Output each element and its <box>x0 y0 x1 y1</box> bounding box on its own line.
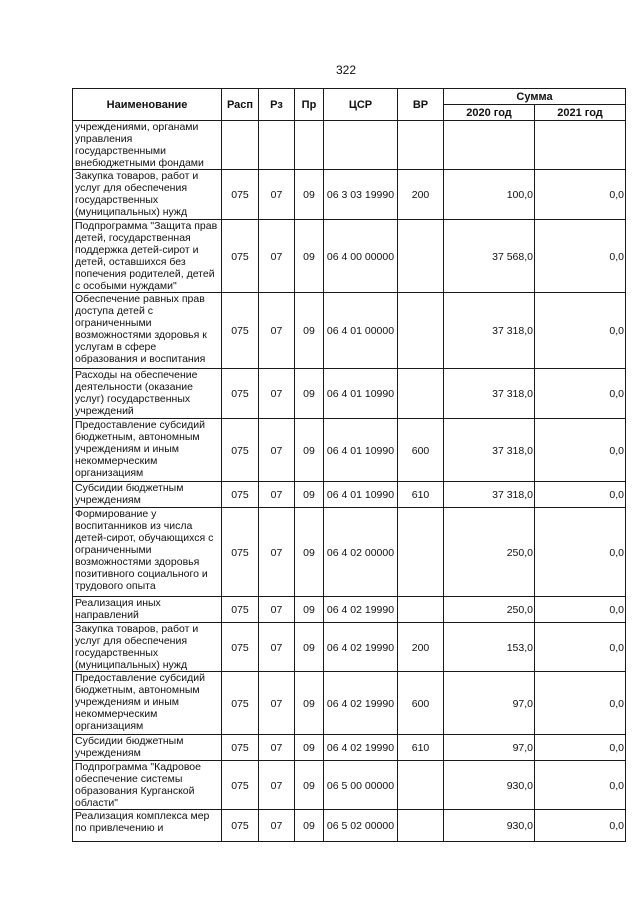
cell-csr: 06 4 00 00000 <box>324 220 398 293</box>
cell-vr: 200 <box>398 623 444 672</box>
cell-name: Подпрограмма "Защита прав детей, государственная поддержка детей-сирот и детей, оставшихся без попечения родителей, детей с особыми нуждами" <box>73 220 222 293</box>
cell-name: Закупка товаров, работ и услуг для обеспечения государственных (муниципальных) нужд <box>73 623 222 672</box>
cell-vr <box>398 508 444 597</box>
cell-name: Обеспечение равных прав доступа детей с ограниченными возможностями здоровья к услугам в сфере образования и воспитания <box>73 293 222 369</box>
header-rz: Рз <box>259 89 295 121</box>
header-name: Наименование <box>73 89 222 121</box>
table-row <box>73 220 626 293</box>
cell-sum-2021: 0,0 <box>535 623 626 672</box>
cell-sum-2020: 37 318,0 <box>444 293 535 369</box>
cell-rasp: 075 <box>222 170 259 220</box>
cell-rz: 07 <box>259 761 295 810</box>
cell-vr <box>398 810 444 842</box>
cell-vr: 600 <box>398 419 444 482</box>
cell-name: Предоставление субсидий бюджетным, автономным учреждениям и иным некоммерческим организациям <box>73 672 222 735</box>
page-number: 322 <box>335 63 357 77</box>
cell-name: Субсидии бюджетным учреждениям <box>73 482 222 508</box>
cell-csr: 06 5 02 00000 <box>324 810 398 842</box>
table-row <box>73 293 626 369</box>
cell-vr <box>398 761 444 810</box>
table-row <box>73 597 626 623</box>
header-year-2021: 2021 год <box>535 105 626 121</box>
cell-sum-2020: 250,0 <box>444 597 535 623</box>
cell-rasp: 075 <box>222 597 259 623</box>
table-row <box>73 508 626 597</box>
cell-rasp: 075 <box>222 369 259 419</box>
cell-name: Субсидии бюджетным учреждениям <box>73 735 222 761</box>
cell-sum-2020: 97,0 <box>444 672 535 735</box>
cell-sum-2020: 153,0 <box>444 623 535 672</box>
cell-vr <box>398 220 444 293</box>
cell-name: Подпрограмма "Кадровое обеспечение системы образования Курганской области" <box>73 761 222 810</box>
cell-sum-2020: 930,0 <box>444 761 535 810</box>
cell-sum-2021: 0,0 <box>535 369 626 419</box>
cell-sum-2021: 0,0 <box>535 597 626 623</box>
cell-rz <box>259 121 295 170</box>
cell-csr: 06 4 02 19990 <box>324 672 398 735</box>
cell-name: Закупка товаров, работ и услуг для обеспечения государственных (муниципальных) нужд <box>73 170 222 220</box>
cell-csr: 06 4 01 10990 <box>324 482 398 508</box>
cell-name: Реализация иных направлений <box>73 597 222 623</box>
cell-sum-2021: 0,0 <box>535 735 626 761</box>
cell-pr: 09 <box>295 220 324 293</box>
cell-sum-2021: 0,0 <box>535 482 626 508</box>
cell-sum-2020 <box>444 121 535 170</box>
cell-csr <box>324 121 398 170</box>
cell-sum-2020: 250,0 <box>444 508 535 597</box>
cell-rz: 07 <box>259 293 295 369</box>
cell-name: Реализация комплекса мер по привлечению и <box>73 810 222 842</box>
cell-rz: 07 <box>259 623 295 672</box>
cell-name: учреждениями, органами управления государственными внебюджетными фондами <box>73 121 222 170</box>
cell-vr <box>398 121 444 170</box>
cell-rz: 07 <box>259 597 295 623</box>
cell-pr: 09 <box>295 482 324 508</box>
cell-pr: 09 <box>295 597 324 623</box>
cell-pr: 09 <box>295 170 324 220</box>
cell-rz: 07 <box>259 419 295 482</box>
cell-name: Формирование у воспитанников из числа детей-сирот, обучающихся с ограниченными возможностями здоровья позитивного социального и трудового опыта <box>73 508 222 597</box>
cell-sum-2020: 930,0 <box>444 810 535 842</box>
cell-vr: 610 <box>398 482 444 508</box>
cell-rasp: 075 <box>222 735 259 761</box>
cell-vr: 610 <box>398 735 444 761</box>
cell-rasp: 075 <box>222 672 259 735</box>
cell-sum-2021: 0,0 <box>535 220 626 293</box>
table-row <box>73 672 626 735</box>
cell-csr: 06 4 01 10990 <box>324 369 398 419</box>
table-row <box>73 735 626 761</box>
cell-sum-2020: 37 568,0 <box>444 220 535 293</box>
cell-pr: 09 <box>295 508 324 597</box>
cell-rz: 07 <box>259 735 295 761</box>
cell-csr: 06 4 01 10990 <box>324 419 398 482</box>
cell-sum-2020: 37 318,0 <box>444 482 535 508</box>
table-row <box>73 369 626 419</box>
cell-pr: 09 <box>295 623 324 672</box>
cell-csr: 06 4 02 00000 <box>324 508 398 597</box>
cell-pr: 09 <box>295 672 324 735</box>
cell-rz: 07 <box>259 220 295 293</box>
cell-csr: 06 3 03 19990 <box>324 170 398 220</box>
header-year-2020: 2020 год <box>444 105 535 121</box>
cell-rasp: 075 <box>222 761 259 810</box>
cell-rasp <box>222 121 259 170</box>
header-sum: Сумма <box>444 89 626 105</box>
table-row <box>73 170 626 220</box>
table-row <box>73 761 626 810</box>
cell-sum-2020: 37 318,0 <box>444 419 535 482</box>
cell-pr <box>295 121 324 170</box>
table-row <box>73 810 626 842</box>
cell-rasp: 075 <box>222 810 259 842</box>
cell-pr: 09 <box>295 761 324 810</box>
cell-sum-2020: 37 318,0 <box>444 369 535 419</box>
cell-sum-2021: 0,0 <box>535 761 626 810</box>
cell-rz: 07 <box>259 482 295 508</box>
cell-name: Предоставление субсидий бюджетным, автономным учреждениям и иным некоммерческим организациям <box>73 419 222 482</box>
table-row <box>73 623 626 672</box>
cell-vr <box>398 369 444 419</box>
cell-vr <box>398 293 444 369</box>
cell-csr: 06 4 01 00000 <box>324 293 398 369</box>
cell-rasp: 075 <box>222 419 259 482</box>
table-row <box>73 482 626 508</box>
cell-sum-2021: 0,0 <box>535 508 626 597</box>
cell-pr: 09 <box>295 369 324 419</box>
header-rasp: Расп <box>222 89 259 121</box>
cell-csr: 06 4 02 19990 <box>324 623 398 672</box>
cell-sum-2021: 0,0 <box>535 170 626 220</box>
cell-rasp: 075 <box>222 220 259 293</box>
cell-vr: 200 <box>398 170 444 220</box>
header-vr: ВР <box>398 89 444 121</box>
table-row <box>73 121 626 170</box>
cell-name: Расходы на обеспечение деятельности (оказание услуг) государственных учреждений <box>73 369 222 419</box>
header-pr: Пр <box>295 89 324 121</box>
cell-rasp: 075 <box>222 293 259 369</box>
table-row <box>73 419 626 482</box>
cell-pr: 09 <box>295 419 324 482</box>
cell-sum-2021: 0,0 <box>535 293 626 369</box>
cell-pr: 09 <box>295 293 324 369</box>
table-body <box>73 121 626 842</box>
cell-sum-2021: 0,0 <box>535 810 626 842</box>
budget-table <box>72 88 626 842</box>
cell-csr: 06 4 02 19990 <box>324 735 398 761</box>
cell-sum-2020: 97,0 <box>444 735 535 761</box>
cell-sum-2021: 0,0 <box>535 672 626 735</box>
cell-rasp: 075 <box>222 482 259 508</box>
cell-vr: 600 <box>398 672 444 735</box>
cell-vr <box>398 597 444 623</box>
cell-sum-2021: 0,0 <box>535 419 626 482</box>
cell-rz: 07 <box>259 810 295 842</box>
cell-csr: 06 5 00 00000 <box>324 761 398 810</box>
cell-sum-2021 <box>535 121 626 170</box>
cell-pr: 09 <box>295 810 324 842</box>
header-csr: ЦСР <box>324 89 398 121</box>
cell-rz: 07 <box>259 508 295 597</box>
cell-rasp: 075 <box>222 623 259 672</box>
cell-sum-2020: 100,0 <box>444 170 535 220</box>
cell-rz: 07 <box>259 170 295 220</box>
cell-rasp: 075 <box>222 508 259 597</box>
cell-rz: 07 <box>259 369 295 419</box>
cell-pr: 09 <box>295 735 324 761</box>
cell-rz: 07 <box>259 672 295 735</box>
cell-csr: 06 4 02 19990 <box>324 597 398 623</box>
